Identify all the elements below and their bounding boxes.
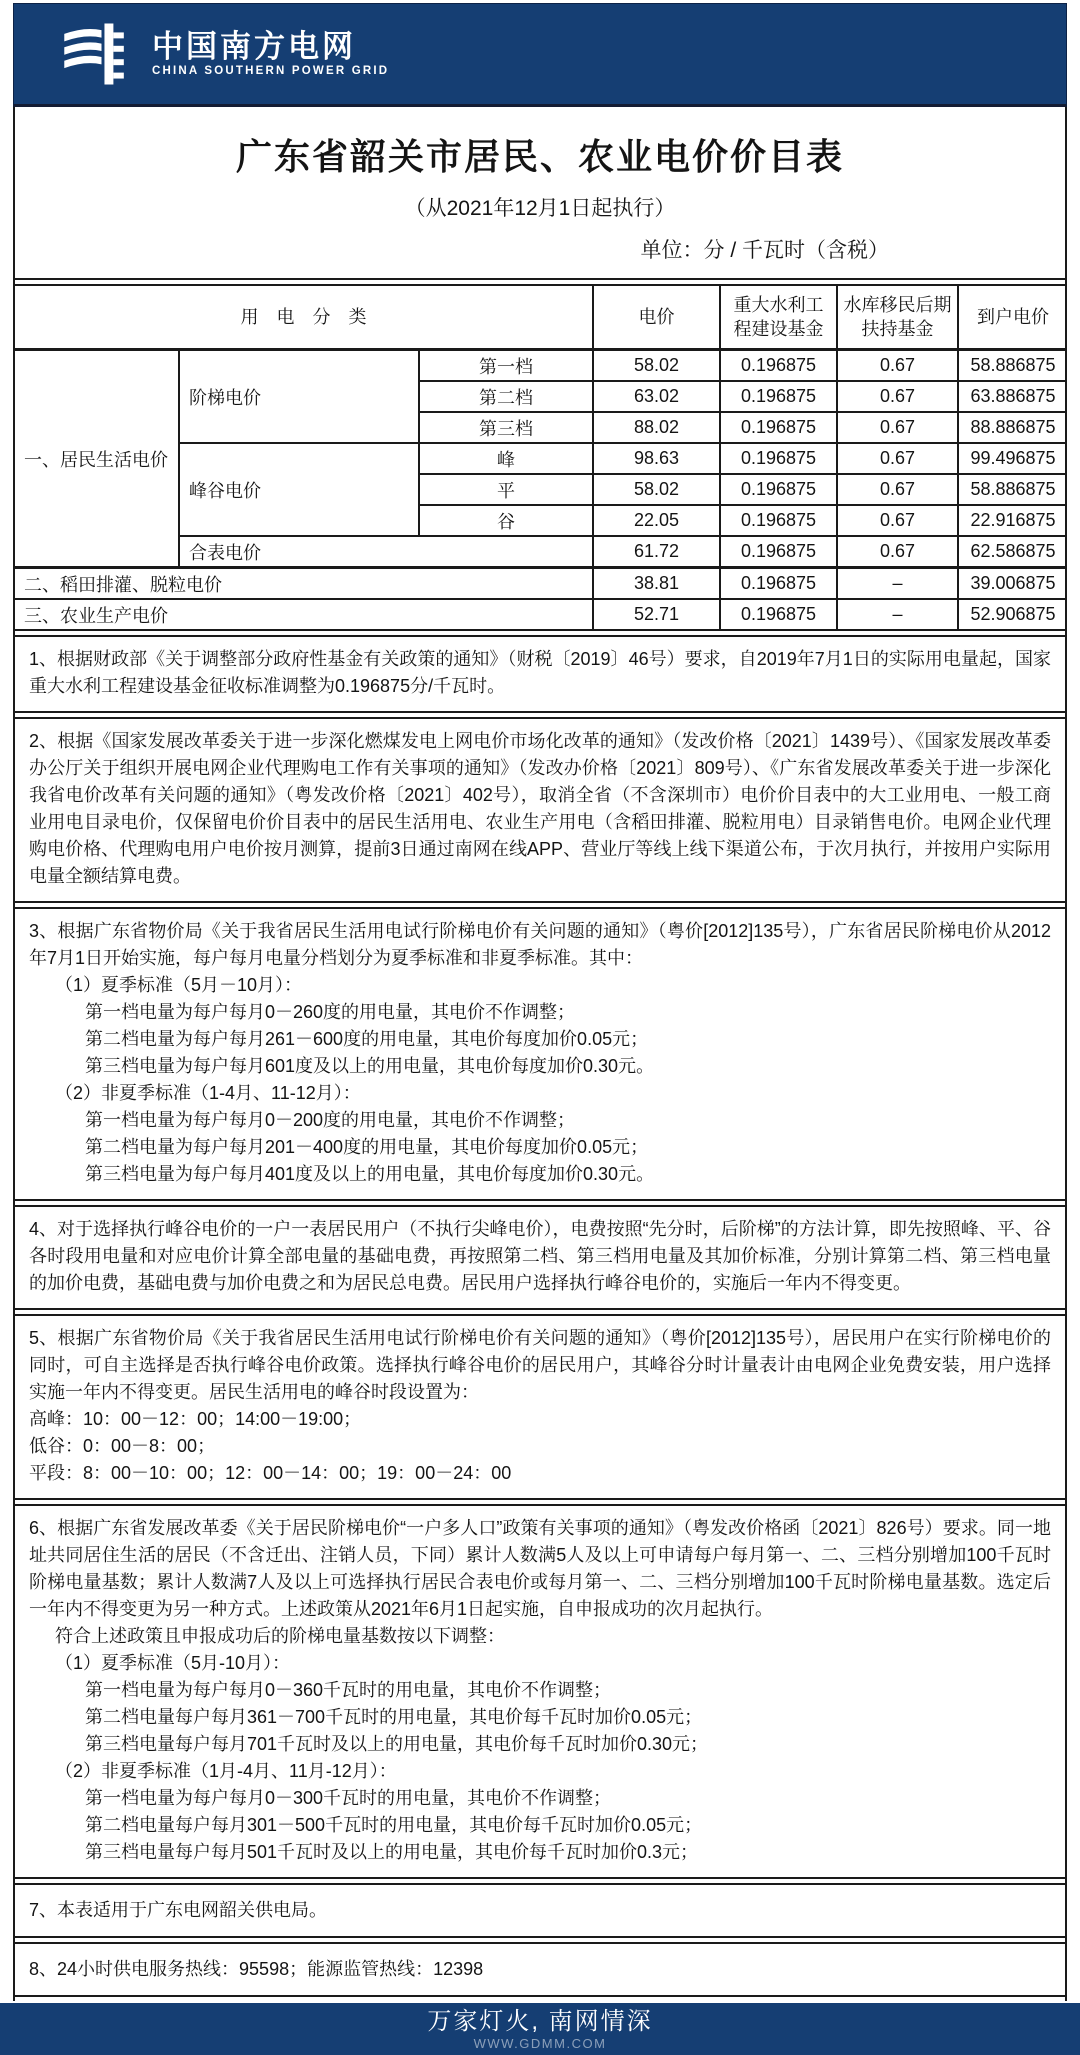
col-header-reservoir-fund: 水库移民后期扶持基金 xyxy=(837,286,958,350)
table-cell: 0.67 xyxy=(837,443,958,474)
note-detail: 第三档电量每户每月701千瓦时及以上的用电量，其电价每千瓦时加价0.30元； xyxy=(85,1734,709,1754)
note-3 xyxy=(15,907,1065,1201)
note-subheading: （2）非夏季标准（1月-4月、11月-12月）： xyxy=(55,1761,397,1781)
note-detail: 第二档电量为每户每月201－400度的用电量，其电价每度加价0.05元； xyxy=(85,1137,649,1157)
footer-banner xyxy=(0,2003,1080,2055)
table-cell: 52.906875 xyxy=(958,599,1067,629)
note-text: 7、本表适用于广东电网韶关供电局。 xyxy=(29,1900,328,1920)
note-4 xyxy=(15,1205,1065,1310)
table-cell: 第三档 xyxy=(419,412,593,443)
title-section xyxy=(15,107,1065,280)
note-text: 1、根据财政部《关于调整部分政府性基金有关政策的通知》（财税〔2019〕46号）要求，自2019年7月1日的实际用电量起，国家重大水利工程建设基金征收标准调整为0.196875分/千瓦时。 xyxy=(29,649,1051,696)
group-tiered: 阶梯电价 xyxy=(179,350,419,444)
note-peak-hours: 高峰：10：00－12：00；14:00－19:00； xyxy=(29,1409,362,1429)
price-table-section xyxy=(15,284,1065,631)
table-cell: 0.67 xyxy=(837,350,958,382)
note-detail: 第一档电量为每户每月0－360千瓦时的用电量，其电价不作调整； xyxy=(85,1680,612,1700)
table-cell: 0.67 xyxy=(837,505,958,536)
table-cell: 98.63 xyxy=(593,443,720,474)
table-cell: 0.67 xyxy=(837,381,958,412)
table-cell: 0.196875 xyxy=(720,350,837,382)
table-cell: 58.886875 xyxy=(958,474,1067,505)
table-cell: 22.916875 xyxy=(958,505,1067,536)
table-cell: 38.81 xyxy=(593,568,720,600)
note-text: 2、根据《国家发展改革委关于进一步深化燃煤发电上网电价市场化改革的通知》（发改价格〔2021〕1439号）、《国家发展改革委办公厅关于组织开展电网企业代理购电工作有关事项的通知》（发改办价格〔2021〕809号）、《广东省发展改革委关于进一步深化我省电价改革有关问题的通知》（粤发改价格〔2021〕402号），取消全省（不含深圳市）电价价目表中的大工业用电、一般工商业用电目录电价，仅保留电价价目表中的居民生活用电、农业生产用电（含稻田排灌、脱粒用电）目录销售电价。电网企业代理购电价格、代理购电用户电价按月测算，提前3日通过南网在线APP、营业厅等线上线下渠道公布，于次月执行，并按用户实际用电量全额结算电费。 xyxy=(29,731,1051,886)
table-cell: 谷 xyxy=(419,505,593,536)
note-detail: 第二档电量为每户每月261－600度的用电量，其电价每度加价0.05元； xyxy=(85,1029,649,1049)
price-table xyxy=(15,286,1067,629)
note-1 xyxy=(15,635,1065,713)
table-cell: 52.71 xyxy=(593,599,720,629)
note-text: 符合上述政策且申报成功后的阶梯电量基数按以下调整： xyxy=(55,1626,505,1646)
note-detail: 第二档电量每户每月361－700千瓦时的用电量，其电价每千瓦时加价0.05元； xyxy=(85,1707,703,1727)
table-cell: 平 xyxy=(419,474,593,505)
brand-name-en: CHINA SOUTHERN POWER GRID xyxy=(152,64,390,77)
note-text: 5、根据广东省物价局《关于我省居民生活用电试行阶梯电价有关问题的通知》（粤价[2012]135号），居民用户在实行阶梯电价的同时，可自主选择是否执行峰谷电价政策。选择执行峰谷电价的居民用户，其峰谷分时计量表计由电网企业免费安装，用户选择实施一年内不得变更。居民生活用电的峰谷时段设置为： xyxy=(29,1328,1051,1402)
table-cell: 0.196875 xyxy=(720,505,837,536)
table-cell: 22.05 xyxy=(593,505,720,536)
table-cell: 0.196875 xyxy=(720,599,837,629)
note-text: 3、根据广东省物价局《关于我省居民生活用电试行阶梯电价有关问题的通知》（粤价[2012]135号），广东省居民阶梯电价从2012年7月1日开始实施，每户每月电量分档划分为夏季标准和非夏季标准。其中： xyxy=(29,921,1051,968)
table-cell: 58.02 xyxy=(593,350,720,382)
note-subheading: （2）非夏季标准（1-4月、11-12月）： xyxy=(55,1083,361,1103)
table-cell: 58.886875 xyxy=(958,350,1067,382)
footer-slogan: 万家灯火, 南网情深 xyxy=(427,2007,653,2035)
page-title: 广东省韶关市居民、农业电价价目表 xyxy=(235,136,844,177)
note-text: 8、24小时供电服务热线：95598；能源监管热线：12398 xyxy=(29,1959,484,1979)
note-text: 6、根据广东省发展改革委《关于居民阶梯电价“一户多人口”政策有关事项的通知》（粤发改价格函〔2021〕826号）要求。同一地址共同居住生活的居民（不含迁出、注销人员，下同）累计人数满5人及以上可申请每户每月第一、二、三档分别增加100千瓦时阶梯电量基数；累计人数满7人及以上可选择执行居民合表电价或每月第一、二、三档分别增加100千瓦时阶梯电量基数。选定后一年内不得变更为另一种方式。上述政策从2021年6月1日起实施，自申报成功的次月起执行。 xyxy=(29,1518,1051,1619)
brand-text xyxy=(152,30,389,79)
table-row-paddy xyxy=(15,568,1067,600)
row-label-paddy: 二、稻田排灌、脱粒电价 xyxy=(15,568,593,600)
table-cell: 0.196875 xyxy=(720,474,837,505)
table-cell: 第一档 xyxy=(419,350,593,382)
table-cell: 0.67 xyxy=(837,412,958,443)
table-cell: 61.72 xyxy=(593,536,720,568)
table-cell: 63.886875 xyxy=(958,381,1067,412)
col-header-price: 电价 xyxy=(593,286,720,350)
group-combined-meter: 合表电价 xyxy=(179,536,593,568)
unit-label: 单位：分 / 千瓦时（含税） xyxy=(640,239,889,262)
group-residential: 一、居民生活电价 xyxy=(15,350,179,568)
table-cell: 第二档 xyxy=(419,381,593,412)
note-flat-hours: 平段：8：00－10：00；12：00－14：00；19：00－24：00 xyxy=(29,1463,512,1483)
note-2 xyxy=(15,717,1065,903)
table-cell: 0.67 xyxy=(837,536,958,568)
table-cell: 0.67 xyxy=(837,474,958,505)
note-valley-hours: 低谷：0：00－8：00； xyxy=(29,1436,216,1456)
csg-wave-logo-icon xyxy=(62,22,138,86)
header-banner xyxy=(13,3,1067,107)
col-header-to-user-price: 到户电价 xyxy=(958,286,1067,350)
group-peak-valley: 峰谷电价 xyxy=(179,443,419,536)
table-cell: 0.196875 xyxy=(720,381,837,412)
note-5 xyxy=(15,1314,1065,1500)
table-cell: 0.196875 xyxy=(720,536,837,568)
note-detail: 第三档电量每户每月501千瓦时及以上的用电量，其电价每千瓦时加价0.3元； xyxy=(85,1842,699,1862)
note-7 xyxy=(15,1883,1065,1938)
table-cell: 0.196875 xyxy=(720,568,837,600)
note-detail: 第三档电量为每户每月601度及以上的用电量，其电价每度加价0.30元。 xyxy=(85,1056,655,1076)
table-row-agriculture xyxy=(15,599,1067,629)
note-detail: 第三档电量为每户每月401度及以上的用电量，其电价每度加价0.30元。 xyxy=(85,1164,655,1184)
table-cell: 63.02 xyxy=(593,381,720,412)
note-6 xyxy=(15,1504,1065,1879)
site-watermark: WWW.GDMM.COM xyxy=(473,2035,607,2051)
note-detail: 第一档电量为每户每月0－260度的用电量，其电价不作调整； xyxy=(85,1002,576,1022)
table-cell: – xyxy=(837,599,958,629)
note-subheading: （1）夏季标准（5月-10月）： xyxy=(55,1653,291,1673)
table-cell: 58.02 xyxy=(593,474,720,505)
brand-logo xyxy=(62,22,389,86)
table-cell: 0.196875 xyxy=(720,412,837,443)
note-text: 4、对于选择执行峰谷电价的一户一表居民用户（不执行尖峰电价），电费按照“先分时，后阶梯”的方法计算，即先按照峰、平、谷各时段用电量和对应电价计算全部电量的基础电费，再按照第二档、第三档用电量及其加价标准，分别计算第二档、第三档电量的加价电费，基础电费与加价电费之和为居民总电费。居民用户选择执行峰谷电价的，实施后一年内不得变更。 xyxy=(29,1219,1051,1293)
col-header-major-water-fund: 重大水利工程建设基金 xyxy=(720,286,837,350)
table-cell: 88.02 xyxy=(593,412,720,443)
col-header-category: 用 电 分 类 xyxy=(15,286,593,350)
row-label-agriculture: 三、农业生产电价 xyxy=(15,599,593,629)
table-cell: 99.496875 xyxy=(958,443,1067,474)
note-subheading: （1）夏季标准（5月－10月）： xyxy=(55,975,303,995)
note-detail: 第一档电量为每户每月0－200度的用电量，其电价不作调整； xyxy=(85,1110,576,1130)
effective-date: （从2021年12月1日起执行） xyxy=(404,197,676,220)
table-cell: 39.006875 xyxy=(958,568,1067,600)
table-row-tier1 xyxy=(15,350,1067,382)
table-cell: 88.886875 xyxy=(958,412,1067,443)
note-detail: 第一档电量为每户每月0－300千瓦时的用电量，其电价不作调整； xyxy=(85,1788,612,1808)
note-detail: 第二档电量每户每月301－500千瓦时的用电量，其电价每千瓦时加价0.05元； xyxy=(85,1815,703,1835)
brand-name-cn: 中国南方电网 xyxy=(152,28,356,64)
table-cell: 0.196875 xyxy=(720,443,837,474)
document-frame xyxy=(13,107,1067,2001)
note-8 xyxy=(15,1942,1065,1997)
table-cell: 62.586875 xyxy=(958,536,1067,568)
table-cell: 峰 xyxy=(419,443,593,474)
table-header-row xyxy=(15,286,1067,350)
table-cell: – xyxy=(837,568,958,600)
